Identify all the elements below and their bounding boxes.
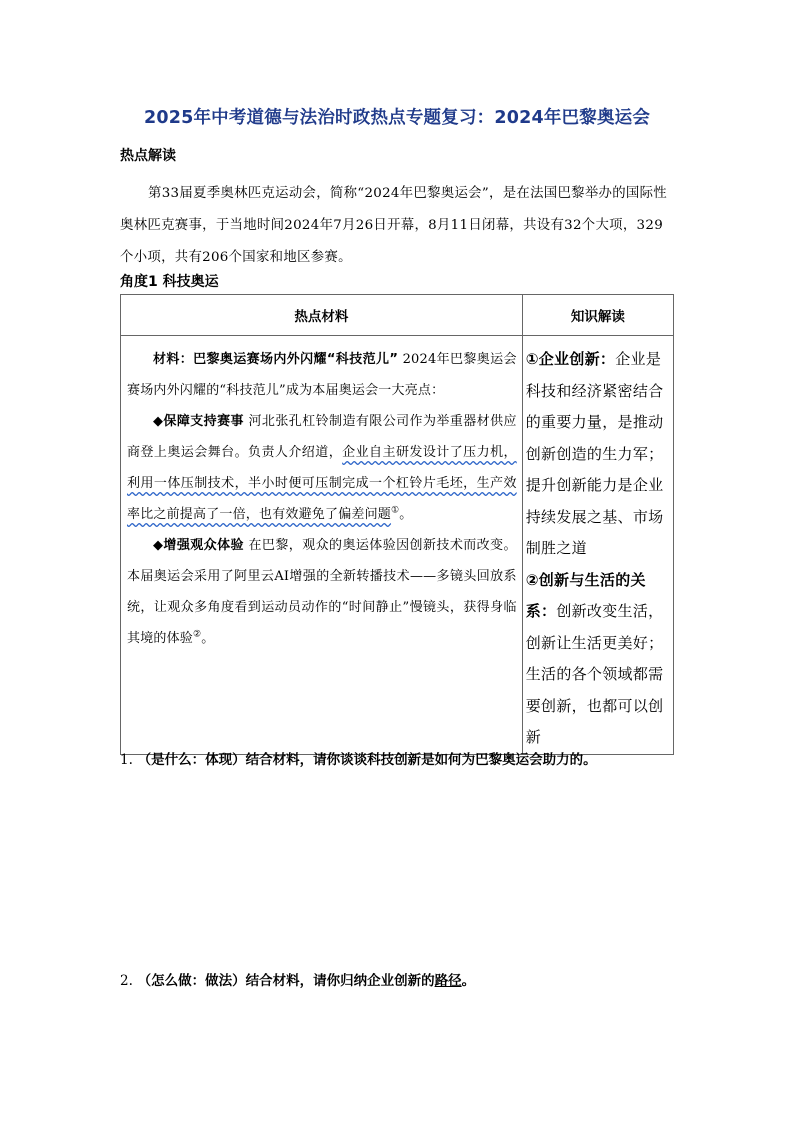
question-2-end: 。	[461, 973, 476, 989]
knowledge-point-2-label: ②创新与生活的关系：	[525, 570, 646, 620]
knowledge-point-2	[526, 565, 671, 754]
question-2	[120, 966, 680, 996]
question-1-number: 1.	[120, 752, 133, 768]
material-p1-text: 河北张孔杠铃制造有限公司作为举重器材供应商登上奥运会舞台。负责人介绍道，	[127, 414, 517, 460]
question-1-text: （是什么：体现）结合材料，请你谈谈科技创新是如何为巴黎奥运会助力的。	[137, 752, 597, 768]
material-cell	[121, 336, 523, 755]
material-p2-text: 在巴黎，观众的奥运体验因创新技术而改变。本届奥运会采用了阿里云AI增强的全新转播技术——多镜头回放系统，让观众多角度看到运动员动作的“时间静止”慢镜头，获得身临其境的体验	[127, 538, 517, 646]
header-knowledge: 知识解读	[522, 295, 673, 336]
material-p1-end: 。	[399, 507, 413, 522]
material-lead-text: 2024年巴黎奥运会赛场内外闪耀的“科技范儿”成为本届奥运会一大亮点：	[127, 352, 517, 398]
material-p2-end: 。	[201, 631, 215, 646]
angle-heading: 角度1 科技奥运	[120, 274, 219, 290]
material-lead-paragraph	[127, 344, 517, 406]
material-p2-heading: ◆增强观众体验	[153, 538, 244, 553]
knowledge-point-2-text: 创新改变生活，创新让生活更美好；生活的各个领域都需要创新，也都可以创新	[525, 602, 664, 746]
material-p1-wavy-underline: 企业自主研发设计了压力机，利用一体压制技术，半小时便可压制完成一个杠铃片毛坯，生产效率比之前提高了一倍，也有效避免了偏差问题	[127, 445, 517, 522]
table-content-row	[121, 336, 674, 755]
knowledge-cell	[522, 336, 673, 755]
material-p1-heading: ◆保障支持赛事	[153, 414, 244, 429]
hot-topic-table	[120, 294, 674, 755]
knowledge-point-1	[526, 344, 671, 565]
section-heading-hot-topic: 热点解读	[120, 148, 176, 164]
footnote-marker-2: ②	[193, 629, 202, 640]
question-2-number: 2.	[120, 973, 133, 989]
intro-paragraph: 第33届夏季奥林匹克运动会，简称“2024年巴黎奥运会”，是在法国巴黎举办的国际性奥林匹克赛事，于当地时间2024年7月26日开幕，8月11日闭幕，共设有32个大项，329个小项，共有206个国家和地区参赛。	[120, 186, 667, 265]
material-paragraph-1	[127, 406, 517, 530]
knowledge-point-1-text: 企业是科技和经济紧密结合的重要力量，是推动创新创造的生力军；提升创新能力是企业持续发展之基、市场制胜之道	[525, 350, 664, 557]
footnote-marker-1: ①	[391, 505, 400, 516]
material-lead-title: 材料：巴黎奥运赛场内外闪耀“科技范儿”	[153, 352, 399, 367]
question-1	[120, 745, 680, 775]
document-title: 2025年中考道德与法治时政热点专题复习：2024年巴黎奥运会	[143, 108, 651, 128]
material-paragraph-2	[127, 530, 517, 654]
knowledge-point-1-label: ①企业创新：	[525, 350, 616, 368]
table-header-row	[121, 295, 674, 336]
header-material: 热点材料	[121, 295, 523, 336]
question-2-underlined-word: 路径	[434, 973, 462, 989]
question-2-text: （怎么做：做法）结合材料，请你归纳企业创新的	[137, 973, 435, 989]
